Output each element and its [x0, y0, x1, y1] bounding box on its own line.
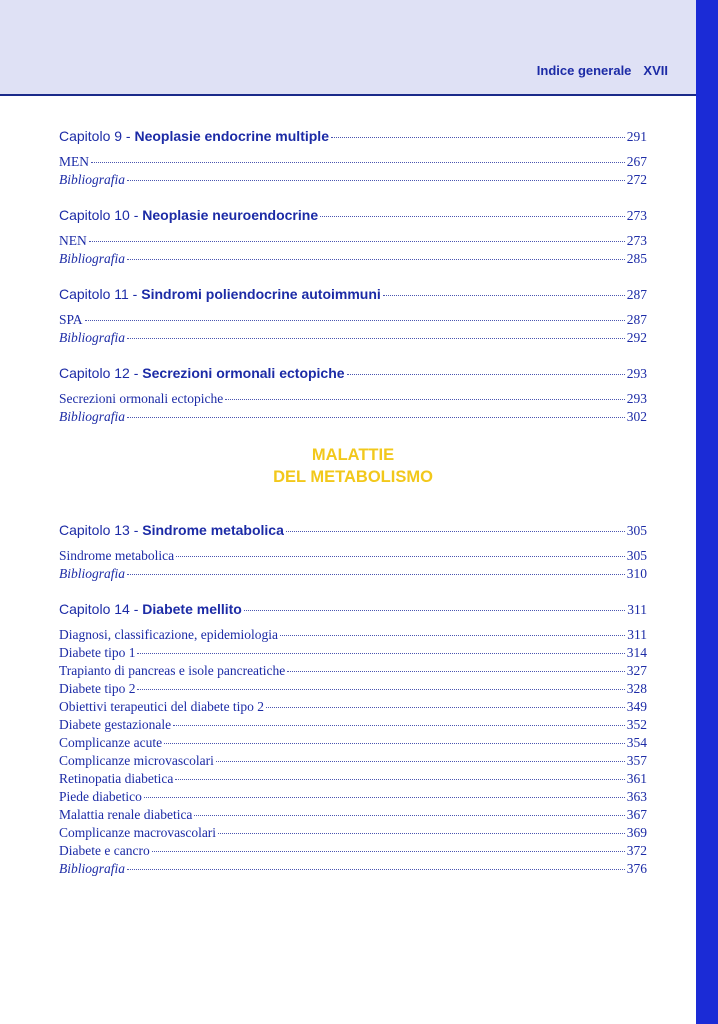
toc-entry-text: Sindrome metabolica [59, 548, 175, 563]
toc-entry-text: Complicanze microvascolari [59, 753, 214, 768]
toc-entry-page-number: 372 [626, 843, 647, 858]
dot-leader [331, 137, 625, 138]
dot-leader [216, 761, 625, 762]
toc-entry-page-number: 327 [626, 663, 647, 678]
toc-entry-page-number: 305 [626, 548, 647, 563]
toc-entry-text: Bibliografia [59, 330, 126, 345]
dot-leader [127, 180, 625, 181]
chapter-number: Capitolo 11 - [59, 286, 142, 302]
toc-entry-text: Trapianto di pancreas e isole pancreatiche [59, 663, 286, 678]
toc-entry-page-number: 302 [626, 409, 647, 424]
chapter-page-number: 305 [626, 523, 647, 538]
chapter-block [59, 601, 647, 879]
toc-entry[interactable] [59, 548, 647, 566]
toc-entry[interactable] [59, 627, 647, 645]
chapter-entry[interactable] [59, 522, 647, 541]
table-of-contents [59, 128, 647, 896]
header-rule [0, 94, 696, 96]
toc-entry[interactable] [59, 251, 647, 269]
dot-leader [137, 689, 624, 690]
toc-entry-page-number: 293 [626, 391, 647, 406]
toc-entry-text: Malattia renale diabetica [59, 807, 193, 822]
toc-entry[interactable] [59, 154, 647, 172]
dot-leader [287, 671, 624, 672]
toc-entry-text: Complicanze macrovascolari [59, 825, 217, 840]
toc-entry[interactable] [59, 717, 647, 735]
toc-entry-label [59, 699, 264, 715]
chapter-page-number: 293 [626, 366, 647, 381]
chapter-title: Sindrome metabolica [142, 522, 284, 538]
toc-entry[interactable] [59, 681, 647, 699]
chapter-heading [59, 286, 381, 302]
toc-entry[interactable] [59, 861, 647, 879]
toc-entry-label [59, 645, 135, 661]
toc-entry[interactable] [59, 663, 647, 681]
toc-entry-text: Diabete tipo 1 [59, 645, 136, 660]
chapter-entry[interactable] [59, 601, 647, 620]
dot-leader [175, 779, 624, 780]
toc-entry-label [59, 771, 173, 787]
toc-entry-label [59, 825, 216, 841]
dot-leader [176, 556, 625, 557]
toc-entry[interactable] [59, 735, 647, 753]
toc-entry-text: Bibliografia [59, 172, 126, 187]
toc-entry[interactable] [59, 391, 647, 409]
dot-leader [383, 295, 625, 296]
chapter-title: Neoplasie endocrine multiple [134, 128, 329, 144]
chapter-page-number: 273 [626, 208, 647, 223]
chapter-title: Diabete mellito [142, 601, 242, 617]
toc-entry-text: MEN [59, 154, 89, 169]
toc-entry-label [59, 172, 125, 188]
toc-entry-label [59, 330, 125, 346]
part-title-line-1: MALATTIE [311, 446, 395, 464]
dot-leader [144, 797, 625, 798]
chapter-entry[interactable] [59, 365, 647, 384]
chapter-block [59, 522, 647, 584]
side-color-bar [696, 0, 718, 1024]
toc-entry-page-number: 357 [626, 753, 647, 768]
toc-entry[interactable] [59, 807, 647, 825]
toc-entry-page-number: 363 [626, 789, 647, 804]
toc-entry-text: Piede diabetico [59, 789, 142, 804]
toc-entry[interactable] [59, 312, 647, 330]
dot-leader [164, 743, 625, 744]
toc-entry[interactable] [59, 789, 647, 807]
toc-entry[interactable] [59, 843, 647, 861]
dot-leader [194, 815, 624, 816]
toc-entry-label [59, 548, 174, 564]
toc-entry-label [59, 681, 135, 697]
toc-entry-page-number: 273 [626, 233, 647, 248]
dot-leader [127, 338, 625, 339]
toc-entry[interactable] [59, 825, 647, 843]
toc-entry[interactable] [59, 645, 647, 663]
toc-entry[interactable] [59, 172, 647, 190]
toc-entry-text: Diabete gestazionale [59, 717, 172, 732]
chapter-number: Capitolo 9 - [59, 128, 135, 144]
toc-entry-text: Diagnosi, classificazione, epidemiologia [59, 627, 278, 642]
part-title [59, 444, 647, 488]
running-head [537, 63, 668, 78]
toc-entry-page-number: 267 [626, 154, 647, 169]
toc-entry-page-number: 367 [626, 807, 647, 822]
chapter-heading [59, 601, 242, 617]
toc-entry-text: Bibliografia [59, 409, 126, 424]
chapter-block [59, 365, 647, 427]
toc-entry-label [59, 154, 89, 170]
dot-leader [280, 635, 625, 636]
toc-entry-page-number: 328 [626, 681, 647, 696]
dot-leader [137, 653, 624, 654]
toc-entry-text: Diabete tipo 2 [59, 681, 136, 696]
dot-leader [127, 869, 625, 870]
chapter-block [59, 207, 647, 269]
chapter-number: Capitolo 14 - [59, 601, 143, 617]
toc-entry-label [59, 789, 142, 805]
toc-entry-label [59, 861, 125, 877]
chapter-entry[interactable] [59, 286, 647, 305]
chapter-heading [59, 128, 329, 144]
toc-entry-page-number: 272 [626, 172, 647, 187]
toc-entry-text: Complicanze acute [59, 735, 163, 750]
chapter-heading [59, 207, 318, 223]
running-head-page-number: XVII [643, 63, 668, 78]
toc-entry-label [59, 251, 125, 267]
toc-entry-text: NEN [59, 233, 87, 248]
toc-entry-label [59, 735, 162, 751]
toc-entry-page-number: 314 [626, 645, 647, 660]
dot-leader [127, 574, 625, 575]
toc-entry-page-number: 287 [626, 312, 647, 327]
toc-entry[interactable] [59, 566, 647, 584]
chapter-title: Secrezioni ormonali ectopiche [142, 365, 345, 381]
toc-entry-page-number: 311 [627, 627, 647, 642]
chapter-page-number: 287 [626, 287, 647, 302]
dot-leader [85, 320, 625, 321]
dot-leader [266, 707, 625, 708]
toc-entry-label [59, 663, 285, 679]
dot-leader [89, 241, 625, 242]
toc-group-before [59, 128, 647, 427]
toc-entry-text: Diabete e cancro [59, 843, 150, 858]
chapter-block [59, 128, 647, 190]
toc-entry[interactable] [59, 699, 647, 717]
toc-entry-text: Bibliografia [59, 251, 126, 266]
toc-entry-page-number: 361 [626, 771, 647, 786]
toc-entry[interactable] [59, 330, 647, 348]
dot-leader [244, 610, 625, 611]
chapter-number: Capitolo 12 - [59, 365, 143, 381]
toc-entry-page-number: 376 [626, 861, 647, 876]
chapter-page-number: 311 [627, 602, 647, 617]
chapter-title: Sindromi poliendocrine autoimmuni [141, 286, 381, 302]
dot-leader [225, 399, 625, 400]
dot-leader [320, 216, 625, 217]
toc-entry[interactable] [59, 233, 647, 251]
toc-entry-page-number: 369 [626, 825, 647, 840]
toc-entry-text: Bibliografia [59, 566, 126, 581]
chapter-entry[interactable] [59, 207, 647, 226]
toc-entry[interactable] [59, 409, 647, 427]
chapter-heading [59, 365, 345, 381]
toc-entry-page-number: 310 [626, 566, 647, 581]
toc-entry-label [59, 717, 171, 733]
toc-entry-text: Retinopatia diabetica [59, 771, 174, 786]
toc-entry-text: Secrezioni ormonali ectopiche [59, 391, 224, 406]
toc-entry-label [59, 807, 192, 823]
dot-leader [218, 833, 625, 834]
part-title-line-2: DEL METABOLISMO [273, 468, 433, 486]
chapter-number: Capitolo 13 - [59, 522, 143, 538]
toc-entry-label [59, 753, 214, 769]
chapter-number: Capitolo 10 - [59, 207, 143, 223]
running-head-title: Indice generale [536, 63, 632, 78]
toc-entry-text: Obiettivi terapeutici del diabete tipo 2 [59, 699, 265, 714]
toc-entry-label [59, 312, 83, 328]
toc-entry-page-number: 292 [626, 330, 647, 345]
dot-leader [91, 162, 625, 163]
chapter-entry[interactable] [59, 128, 647, 147]
toc-entry-label [59, 843, 150, 859]
toc-entry-label [59, 566, 125, 582]
chapter-title: Neoplasie neuroendocrine [142, 207, 319, 223]
toc-group-after [59, 522, 647, 879]
toc-entry-text: SPA [59, 312, 83, 327]
toc-entry[interactable] [59, 753, 647, 771]
chapter-heading [59, 522, 284, 538]
toc-entry-page-number: 285 [626, 251, 647, 266]
toc-entry-page-number: 349 [626, 699, 647, 714]
chapter-block [59, 286, 647, 348]
toc-entry-page-number: 352 [626, 717, 647, 732]
toc-entry-label [59, 233, 87, 249]
dot-leader [173, 725, 625, 726]
toc-entry-text: Bibliografia [59, 861, 126, 876]
dot-leader [127, 259, 625, 260]
chapter-page-number: 291 [626, 129, 647, 144]
toc-entry-page-number: 354 [626, 735, 647, 750]
dot-leader [286, 531, 625, 532]
header-band [0, 0, 696, 94]
dot-leader [347, 374, 625, 375]
toc-entry-label [59, 627, 278, 643]
toc-entry[interactable] [59, 771, 647, 789]
dot-leader [152, 851, 625, 852]
toc-entry-label [59, 391, 223, 407]
toc-entry-label [59, 409, 125, 425]
dot-leader [127, 417, 625, 418]
